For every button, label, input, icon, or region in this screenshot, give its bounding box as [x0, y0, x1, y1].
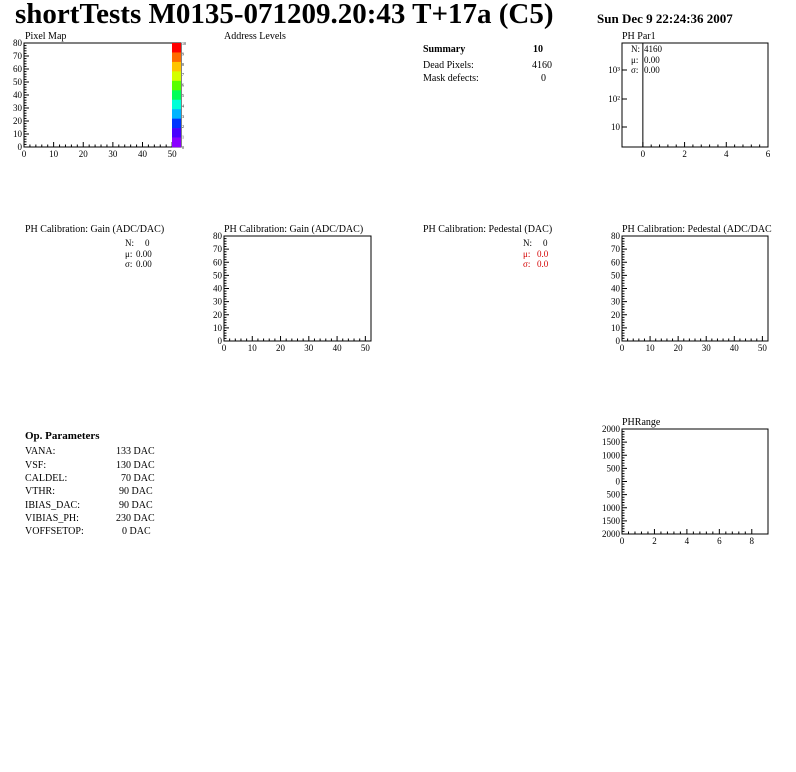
y-tick-label: 1000 — [602, 450, 620, 461]
x-tick-label: 4 — [684, 536, 690, 546]
palette-label: 1 — [182, 134, 184, 140]
x-tick-label: 50 — [360, 343, 370, 353]
y-tick-label: 0 — [615, 336, 620, 346]
x-tick-label: 0 — [619, 343, 625, 353]
x-tick-label: 20 — [276, 343, 286, 353]
pedestal-mean-value: 0.0 — [537, 249, 549, 259]
ph-range-title: PHRange — [622, 417, 661, 428]
y-tick-label: 500 — [606, 489, 620, 500]
op-param-name: VOFFSETOP: — [25, 526, 84, 537]
phpar1-mean-value: 0.00 — [644, 55, 660, 65]
x-tick-label: 10 — [49, 149, 59, 159]
op-parameters-title: Op. Parameters — [25, 430, 100, 442]
palette-swatch — [172, 90, 181, 100]
y-tick-label: 10 — [611, 122, 620, 132]
palette-label: 7 — [182, 72, 184, 78]
pedestal-sigma-label: σ: — [523, 259, 531, 269]
op-param-value: 130 DAC — [116, 460, 155, 471]
y-tick-label: 50 — [213, 270, 222, 281]
gain-sigma-label: σ: — [125, 259, 133, 269]
y-tick-label: 1000 — [602, 502, 620, 513]
y-tick-label: 70 — [213, 244, 222, 255]
palette-swatch — [172, 43, 181, 53]
y-tick-label: 20 — [611, 309, 620, 320]
palette-label: 8 — [182, 61, 184, 67]
op-param-value: 70 DAC — [121, 473, 155, 484]
y-tick-label: 1500 — [602, 437, 620, 448]
plot-frame — [24, 43, 181, 147]
y-tick-label: 20 — [213, 309, 222, 320]
dead-pixels-value: 4160 — [532, 60, 552, 71]
y-tick-label: 40 — [13, 90, 22, 100]
x-tick-label: 30 — [701, 343, 711, 353]
x-tick-label: 0 — [619, 536, 625, 546]
op-param-name: VTHR: — [25, 486, 55, 497]
op-param-name: CALDEL: — [25, 473, 68, 484]
x-tick-label: 50 — [757, 343, 767, 353]
phpar1-sigma-value: 0.00 — [644, 65, 660, 75]
op-param-value: 90 DAC — [119, 500, 153, 511]
pedestal-n-value: 0 — [543, 238, 548, 248]
y-tick-label: 80 — [611, 231, 620, 241]
x-tick-label: 6 — [717, 536, 722, 546]
pedestal-map-chart — [600, 230, 796, 360]
x-tick-label: 40 — [137, 149, 147, 159]
x-tick-label: 40 — [729, 343, 739, 353]
op-param-name: VIBIAS_PH: — [25, 513, 79, 524]
ph-par1-chart — [600, 35, 796, 165]
x-tick-label: 6 — [765, 149, 771, 159]
palette-label: 3 — [182, 113, 184, 119]
gain-mean-value: 0.00 — [136, 249, 152, 259]
gain-sigma-value: 0.00 — [136, 259, 152, 269]
y-tick-label: 10³ — [608, 65, 620, 75]
y-tick-label: 10 — [611, 322, 620, 333]
x-tick-label: 50 — [167, 149, 177, 159]
x-tick-label: 40 — [332, 343, 342, 353]
ph-range-chart — [590, 424, 796, 550]
y-tick-label: 30 — [611, 296, 620, 307]
palette-label: 10 — [182, 41, 186, 46]
mask-defects-value: 0 — [541, 73, 546, 84]
palette-swatch — [172, 62, 181, 72]
y-tick-label: 50 — [611, 270, 620, 281]
palette-swatch — [172, 138, 181, 148]
timestamp: Sun Dec 9 22:24:36 2007 — [597, 11, 733, 26]
gain-map-title: PH Calibration: Gain (ADC/DAC) — [224, 224, 364, 235]
y-tick-label: 70 — [13, 51, 22, 61]
x-tick-label: 2 — [682, 149, 687, 159]
y-tick-label: 10² — [608, 94, 620, 104]
gain-n-label: N: — [125, 238, 134, 248]
y-tick-label: 80 — [13, 38, 22, 48]
op-param-value: 0 DAC — [122, 526, 151, 537]
address-levels-title: Address Levels — [224, 31, 286, 42]
pedestal-n-label: N: — [523, 238, 532, 248]
op-param-name: IBIAS_DAC: — [25, 500, 81, 511]
op-param-value: 230 DAC — [116, 513, 155, 524]
palette-label: 0 — [182, 145, 184, 150]
x-tick-label: 8 — [749, 536, 755, 546]
plot-frame — [224, 236, 371, 341]
palette-swatch — [172, 52, 181, 62]
palette-swatch — [172, 100, 181, 110]
y-tick-label: 0 — [17, 142, 22, 152]
plot-frame — [622, 429, 768, 534]
mask-defects-label: Mask defects: — [423, 73, 479, 84]
x-tick-label: 0 — [21, 149, 27, 159]
summary-heading-value: 10 — [533, 44, 543, 55]
pixel-map-chart — [0, 35, 200, 165]
y-tick-label: 2000 — [602, 529, 620, 539]
x-tick-label: 0 — [640, 149, 646, 159]
x-tick-label: 30 — [304, 343, 314, 353]
pedestal-dist-title: PH Calibration: Pedestal (DAC) — [423, 224, 553, 235]
y-tick-label: 500 — [606, 463, 620, 474]
phpar1-sigma-label: σ: — [631, 65, 639, 75]
y-tick-label: 60 — [611, 257, 620, 268]
x-tick-label: 10 — [645, 343, 655, 353]
op-param-value: 133 DAC — [116, 446, 155, 457]
page-title: shortTests M0135-071209.20:43 T+17a (C5) — [15, 0, 554, 30]
palette-swatch — [172, 81, 181, 91]
y-tick-label: 80 — [213, 231, 222, 241]
op-param-name: VANA: — [25, 446, 56, 457]
x-tick-label: 20 — [78, 149, 88, 159]
pedestal-sigma-value: 0.0 — [537, 259, 549, 269]
y-tick-label: 60 — [13, 64, 22, 74]
x-tick-label: 30 — [108, 149, 118, 159]
palette-swatch — [172, 128, 181, 138]
pedestal-mean-label: μ: — [523, 249, 531, 259]
palette-label: 5 — [182, 93, 184, 98]
y-tick-label: 0 — [217, 336, 222, 346]
y-tick-label: 40 — [213, 283, 222, 294]
y-tick-label: 50 — [13, 77, 22, 87]
y-tick-label: 2000 — [602, 424, 620, 434]
op-param-name: VSF: — [25, 460, 47, 471]
palette-label: 9 — [182, 51, 184, 57]
y-tick-label: 20 — [13, 116, 22, 126]
x-tick-label: 20 — [673, 343, 683, 353]
gain-mean-label: μ: — [125, 249, 133, 259]
plot-frame — [622, 236, 768, 341]
palette-label: 6 — [182, 82, 184, 88]
x-tick-label: 2 — [652, 536, 657, 546]
palette-swatch — [172, 109, 181, 119]
y-tick-label: 30 — [13, 103, 22, 113]
phpar1-n-value: 4160 — [644, 44, 662, 54]
palette-label: 4 — [182, 103, 184, 109]
y-tick-label: 1500 — [602, 515, 620, 526]
palette-label: 2 — [182, 124, 184, 130]
gain-n-value: 0 — [145, 238, 150, 248]
y-tick-label: 10 — [13, 129, 22, 139]
y-tick-label: 40 — [611, 283, 620, 294]
summary-heading: Summary — [423, 44, 466, 55]
x-tick-label: 10 — [247, 343, 257, 353]
gain-dist-title: PH Calibration: Gain (ADC/DAC) — [25, 224, 165, 235]
phpar1-mean-label: μ: — [631, 55, 639, 65]
y-tick-label: 0 — [615, 476, 620, 487]
pixel-map-title: Pixel Map — [25, 31, 67, 42]
x-tick-label: 0 — [221, 343, 227, 353]
pedestal-map-title: PH Calibration: Pedestal (ADC/DAC — [622, 224, 772, 235]
phpar1-n-label: N: — [631, 44, 640, 54]
y-tick-label: 70 — [611, 244, 620, 255]
dead-pixels-label: Dead Pixels: — [423, 60, 474, 71]
ph-par1-title: PH Par1 — [622, 31, 656, 42]
palette-swatch — [172, 71, 181, 81]
gain-map-chart — [200, 230, 400, 360]
y-tick-label: 30 — [213, 296, 222, 307]
x-tick-label: 4 — [724, 149, 729, 159]
y-tick-label: 10 — [213, 322, 222, 333]
y-tick-label: 60 — [213, 257, 222, 268]
op-param-value: 90 DAC — [119, 486, 153, 497]
palette-swatch — [172, 119, 181, 129]
